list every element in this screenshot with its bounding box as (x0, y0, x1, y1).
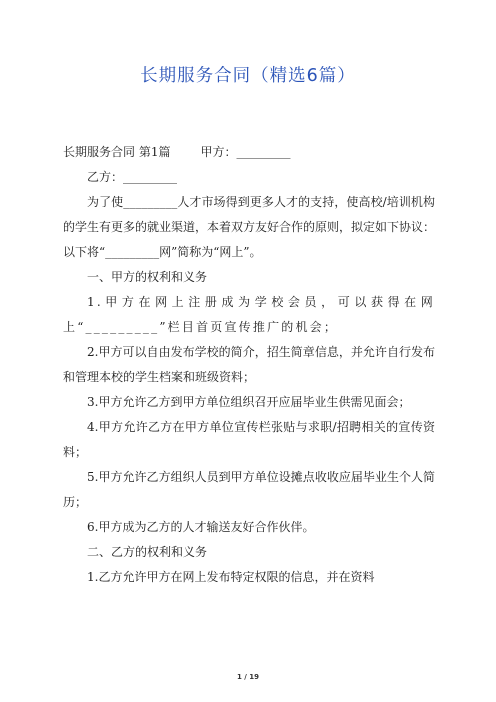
document-body (63, 140, 435, 590)
clause-b-1: 1.乙方允许甲方在网上发布特定权限的信息，并在资料 (87, 570, 375, 584)
section-heading-party-a: 一、甲方的权利和义务 (87, 270, 208, 284)
clause-a-1: 1.甲方在网上注册成为学校会员，可以获得在网上“_________”栏目首页宣传推广的机会； (63, 295, 435, 334)
clause-a-6: 6.甲方成为乙方的人才输送友好合作伙伴。 (87, 520, 315, 534)
clause-a-4: 4.甲方允许乙方在甲方单位宣传栏张贴与求职/招聘相关的宣传资料； (63, 420, 435, 459)
section-heading-party-b: 二、乙方的权利和义务 (87, 545, 208, 559)
header-line (63, 140, 435, 165)
party-a-field: 甲方：_________ (200, 145, 291, 159)
clause-a-3: 3.甲方允许乙方到甲方单位组织召开应届毕业生供需见面会； (87, 395, 411, 409)
clause-a-5: 5.甲方允许乙方组织人员到甲方单位设摊点收收应届毕业生个人简历； (63, 470, 435, 509)
preamble-paragraph: 为了使_________人才市场得到更多人才的支持，使高校/培训机构的学生有更多的就业渠道，本着双方友好合作的原则，拟定如下协议：以下将“_________网”简称为“网上”。 (63, 195, 436, 259)
clause-a-2: 2.甲方可以自由发布学校的简介，招生简章信息，并允许自行发布和管理本校的学生档案和班级资料； (63, 345, 435, 384)
party-b-field: 乙方：_________ (87, 170, 178, 184)
page-number: 1 / 19 (236, 673, 260, 681)
document-title: 长期服务合同（精选6篇） (140, 66, 356, 86)
doc-label: 长期服务合同 第1篇 (63, 145, 171, 159)
